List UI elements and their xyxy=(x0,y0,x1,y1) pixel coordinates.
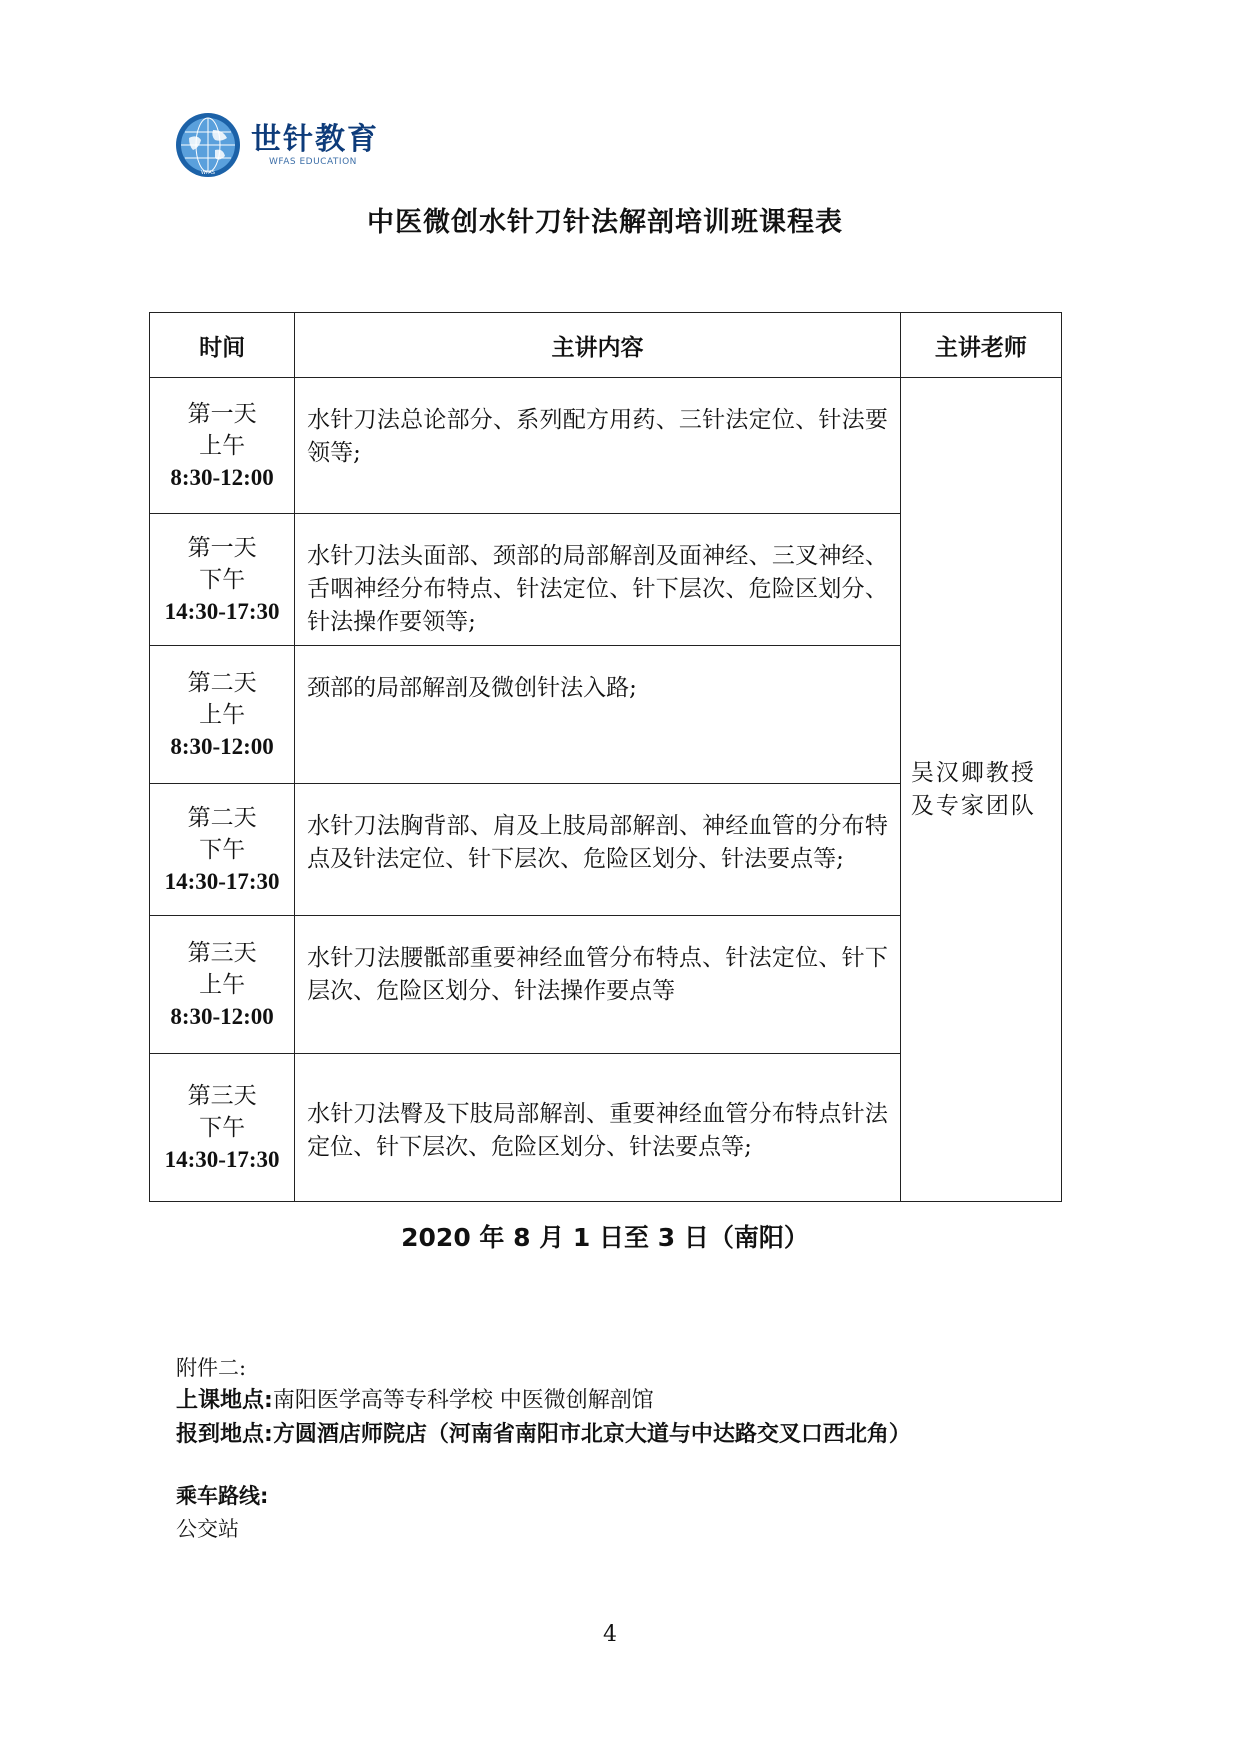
header-teacher: 主讲老师 xyxy=(900,313,1061,378)
time-cell xyxy=(150,646,295,784)
day-label: 第三天 xyxy=(187,939,257,966)
day-label: 第二天 xyxy=(187,804,257,831)
hours-label: 8:30-12:00 xyxy=(170,1003,274,1029)
page-number: 4 xyxy=(603,1622,617,1647)
report-label: 报到地点: xyxy=(176,1422,273,1447)
time-cell xyxy=(150,916,295,1054)
report-line xyxy=(176,1417,911,1448)
period-label: 上午 xyxy=(199,432,246,459)
teacher-cell: 吴汉卿教授及专家团队 xyxy=(900,378,1061,1202)
period-label: 上午 xyxy=(199,971,246,998)
venue-value: 南阳医学高等专科学校 中医微创解剖馆 xyxy=(272,1388,654,1413)
hours-label: 8:30-12:00 xyxy=(170,733,274,759)
globe-emblem-icon xyxy=(175,112,241,178)
header-content: 主讲内容 xyxy=(295,313,901,378)
logo-name: 世针教育 xyxy=(251,122,379,157)
content-cell: 水针刀法胸背部、肩及上肢局部解剖、神经血管的分布特点及针法定位、针下层次、危险区划分、针法要点等; xyxy=(295,784,901,916)
content-cell: 水针刀法臀及下肢局部解剖、重要神经血管分布特点针法定位、针下层次、危险区划分、针法要点等; xyxy=(295,1054,901,1202)
content-cell: 水针刀法腰骶部重要神经血管分布特点、针法定位、针下层次、危险区划分、针法操作要点等 xyxy=(295,916,901,1054)
page-title: 中医微创水针刀针法解剖培训班课程表 xyxy=(367,207,843,238)
date-location-line: 2020 年 8 月 1 日至 3 日（南阳） xyxy=(401,1223,809,1252)
period-label: 下午 xyxy=(199,566,246,593)
hours-label: 8:30-12:00 xyxy=(170,464,274,490)
hours-label: 14:30-17:30 xyxy=(164,1146,280,1172)
venue-line xyxy=(176,1383,654,1414)
report-value: 方圆酒店师院店（河南省南阳市北京大道与中达路交叉口西北角） xyxy=(272,1422,911,1447)
day-label: 第二天 xyxy=(187,669,257,696)
logo xyxy=(175,112,379,178)
logo-subtitle: WFAS EDUCATION xyxy=(269,157,357,167)
table-row xyxy=(150,378,1062,514)
period-label: 上午 xyxy=(199,701,246,728)
content-cell: 颈部的局部解剖及微创针法入路; xyxy=(295,646,901,784)
route-label: 乘车路线: xyxy=(176,1484,269,1508)
emblem-text: WFAS xyxy=(201,170,215,176)
period-label: 下午 xyxy=(199,836,246,863)
day-label: 第一天 xyxy=(187,400,257,427)
course-schedule-table xyxy=(149,312,1062,1202)
period-label: 下午 xyxy=(199,1114,246,1141)
attachment-label: 附件二: xyxy=(176,1356,247,1380)
time-cell xyxy=(150,1054,295,1202)
content-cell: 水针刀法总论部分、系列配方用药、三针法定位、针法要领等; xyxy=(295,378,901,514)
day-label: 第三天 xyxy=(187,1082,257,1109)
venue-label: 上课地点: xyxy=(176,1388,273,1413)
header-time: 时间 xyxy=(150,313,295,378)
content-cell: 水针刀法头面部、颈部的局部解剖及面神经、三叉神经、舌咽神经分布特点、针法定位、针下层次、危险区划分、针法操作要领等; xyxy=(295,514,901,646)
table-header-row xyxy=(150,313,1062,378)
hours-label: 14:30-17:30 xyxy=(164,868,280,894)
day-label: 第一天 xyxy=(187,534,257,561)
hours-label: 14:30-17:30 xyxy=(164,598,280,624)
time-cell xyxy=(150,514,295,646)
time-cell xyxy=(150,378,295,514)
time-cell xyxy=(150,784,295,916)
bus-station-label: 公交站 xyxy=(176,1517,239,1541)
